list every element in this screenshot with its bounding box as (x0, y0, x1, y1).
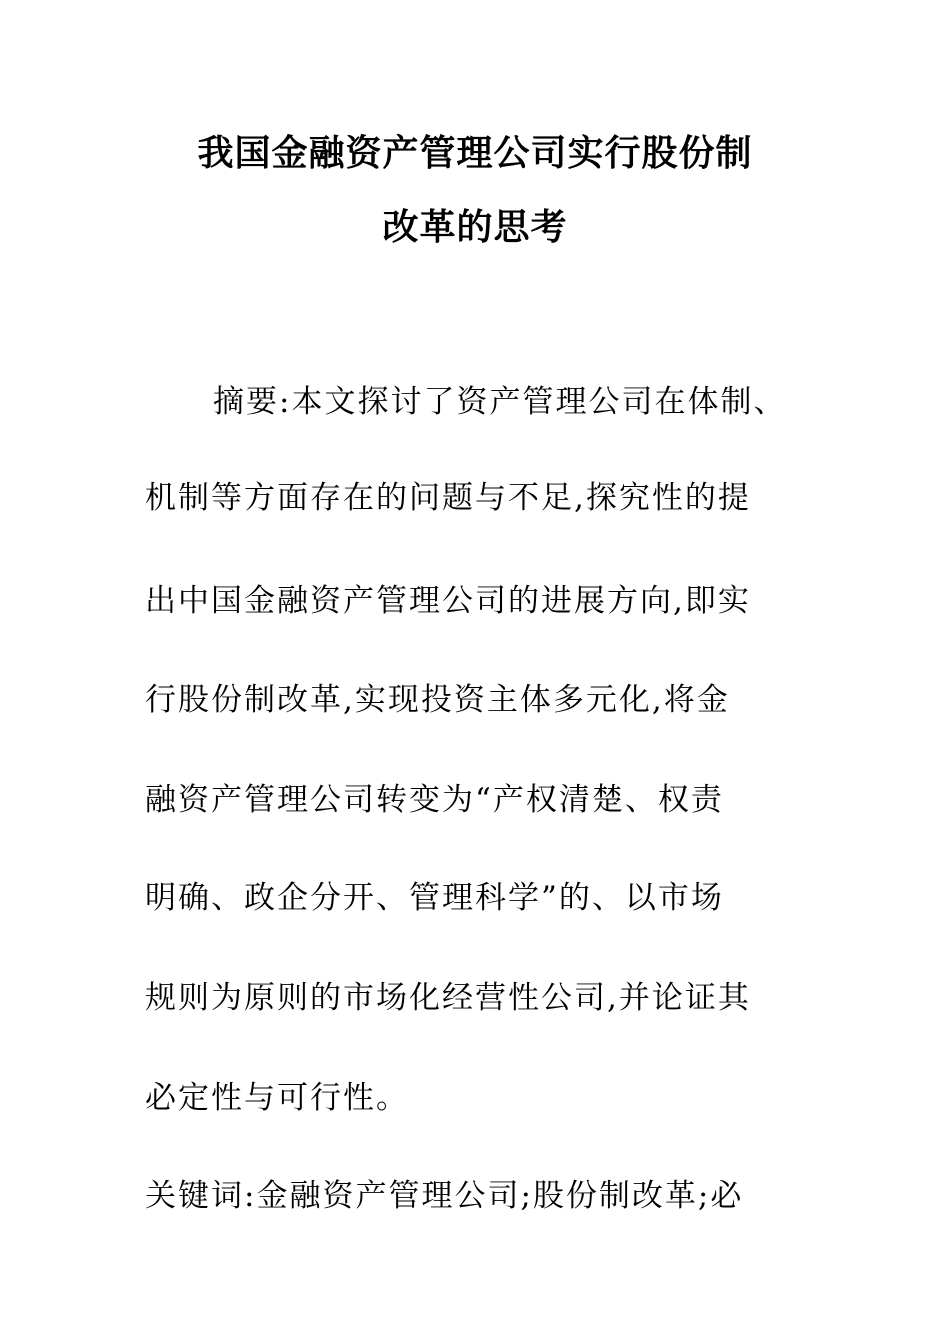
document-title-line-1: 我国金融资产管理公司实行股份制 (197, 133, 753, 174)
abstract-line-4: 行股份制改革,实现投资主体多元化,将金 (145, 682, 730, 718)
keywords-line: 关键词:金融资产管理公司;股份制改革;必 (145, 1178, 744, 1214)
abstract-line-3: 出中国金融资产管理公司的进展方向,即实 (145, 583, 751, 619)
abstract-line-8: 必定性与可行性。 (145, 1080, 409, 1116)
abstract-line-7: 规则为原则的市场化经营性公司,并论证其 (145, 980, 751, 1016)
abstract-line-2: 机制等方面存在的问题与不足,探究性的提 (145, 480, 751, 516)
abstract-line-1: 摘要:本文探讨了资产管理公司在体制、 (213, 384, 787, 420)
abstract-line-5: 融资产管理公司转变为“产权清楚、权责 (145, 782, 724, 818)
document-title-line-2: 改革的思考 (382, 207, 568, 248)
abstract-line-6: 明确、政企分开、管理科学”的、以市场 (145, 880, 724, 916)
